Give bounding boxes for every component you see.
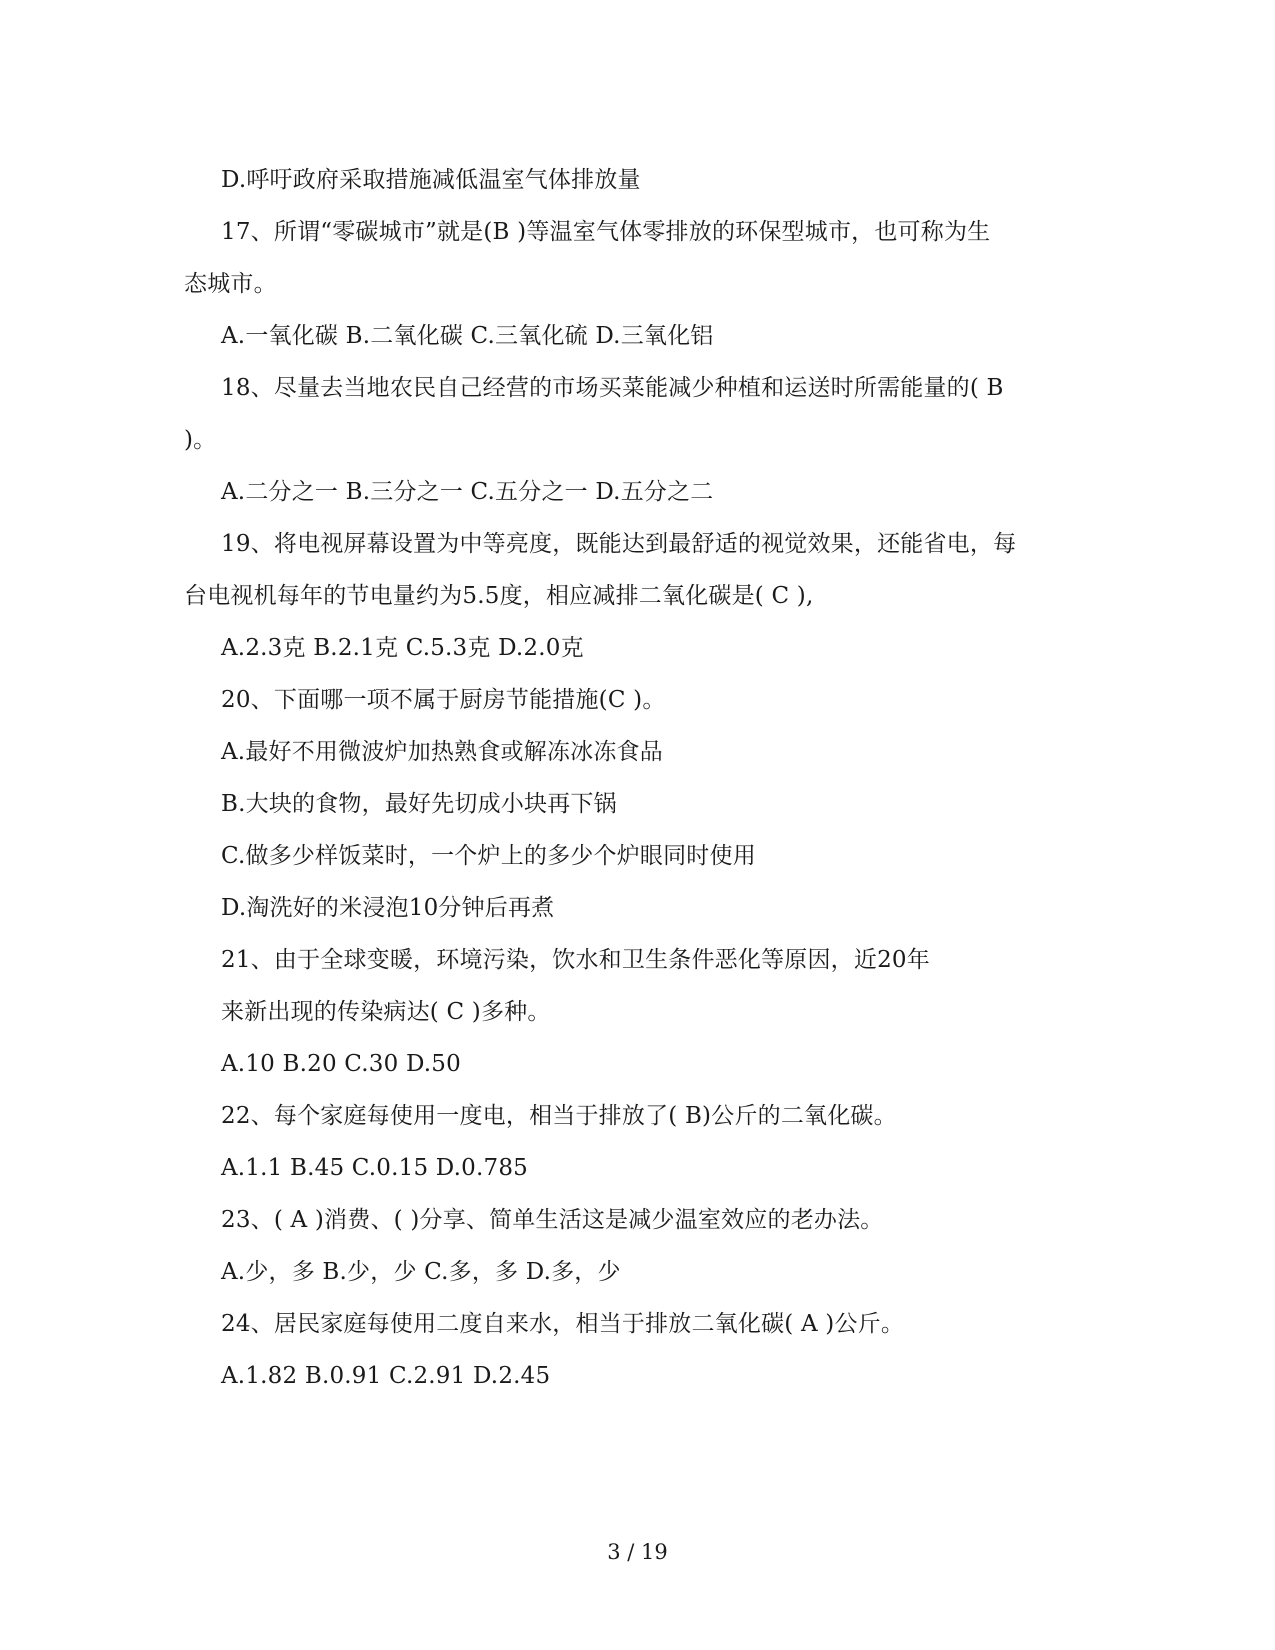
question-24: 24、居民家庭每使用二度自来水，相当于排放二氧化碳( A )公斤。 [221,1311,905,1337]
answer-options: A.2.3克 B.2.1克 C.5.3克 D.2.0克 [221,635,584,661]
question-17: 17、所谓“零碳城市”就是(B )等温室气体零排放的环保型城市，也可称为生 [221,219,991,245]
answer-options: A.一氧化碳 B.二氧化碳 C.三氧化硫 D.三氧化铝 [221,323,714,349]
question-21: 21、由于全球变暖，环境污染，饮水和卫生条件恶化等原因，近20年 [221,947,930,973]
question-22: 22、每个家庭每使用一度电，相当于排放了( B)公斤的二氧化碳。 [221,1103,897,1129]
text-line: )。 [184,427,217,453]
text-line: 来新出现的传染病达( C )多种。 [221,999,551,1025]
question-19: 19、将电视屏幕设置为中等亮度，既能达到最舒适的视觉效果，还能省电，每 [221,531,1017,557]
question-20: 20、下面哪一项不属于厨房节能措施(C )。 [221,687,666,713]
answer-options: A.1.82 B.0.91 C.2.91 D.2.45 [221,1363,551,1389]
text-line: 态城市。 [184,271,277,297]
text-line: 台电视机每年的节电量约为5.5度，相应减排二氧化碳是( C ), [184,583,814,609]
answer-option-b: B.大块的食物，最好先切成小块再下锅 [221,791,617,817]
question-18: 18、尽量去当地农民自己经营的市场买菜能减少种植和运送时所需能量的( B [221,375,1004,401]
answer-options: A.10 B.20 C.30 D.50 [221,1051,461,1077]
answer-options: A.1.1 B.45 C.0.15 D.0.785 [221,1155,528,1181]
answer-option-c: C.做多少样饭菜时，一个炉上的多少个炉眼同时使用 [221,843,756,869]
text-line: D.呼吁政府采取措施减低温室气体排放量 [221,167,641,193]
answer-option-d: D.淘洗好的米浸泡10分钟后再煮 [221,895,555,921]
question-23: 23、( A )消费、( )分享、简单生活这是减少温室效应的老办法。 [221,1207,884,1233]
answer-options: A.二分之一 B.三分之一 C.五分之一 D.五分之二 [221,479,714,505]
answer-options: A.少，多 B.少，少 C.多，多 D.多，少 [221,1259,621,1285]
page-number: 3 / 19 [607,1540,668,1564]
answer-option-a: A.最好不用微波炉加热熟食或解冻冰冻食品 [221,739,663,765]
